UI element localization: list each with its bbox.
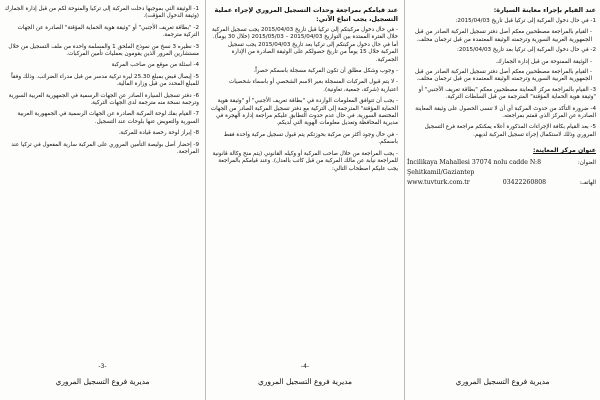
page-number: -4- [300, 363, 310, 370]
list-item: 4- اسئلة من موقع من صاحب المركبة [111, 62, 199, 69]
right-column [405, 0, 600, 400]
list-item: - في حال وجود أكثر من مركبة بحوزتكم يتم قبول تسجيل مركبة واحدة فقط باسمكم. [223, 131, 398, 146]
list-item: 1- في حال دخول المركبة إلى تركيا قبل تاريخ 2015/04/03: [455, 18, 596, 24]
list-item: 8- إبراز لوحة رخصة قيادة للمركبة. [118, 130, 199, 137]
inspection-center-title: عنوان مركز المعاينة: [533, 147, 596, 155]
list-item: - الوثيقة الممنوحة من قبل إدارة الجمارك. [495, 58, 592, 65]
page-footer: مديرية فروع التسجيل المروري [258, 377, 352, 386]
list-item: 5- إيصال قبض بمبلغ 25.30 ليرة تركية مدسر من قبل مدراء الضرائب. وذلك وفقاً للمبلغ المحدد من قبل وزارة المالية. [11, 73, 199, 88]
phone-number: 03422260808 [502, 179, 547, 187]
list-item: - القيام بالمراجعة مصطحبين معكم أصل دفتر تسجيل المركبة الصادر من قبل الجمهورية العربية السورية وترجمته الوثيقة المعتمدة من قبل ترجمان محلف. [414, 29, 592, 43]
address-line-2: Şehitkamil/Gaziantep [407, 169, 475, 177]
list-item: - لا يتم قبول المركبات المسجلة بغير الاسم الشخصي أو باسماء شخصيات اعتبارية (شركة، جمعية، تعاونية). [228, 79, 398, 93]
section-heading: عند القيام بإجراء معاينة السيارة: [493, 6, 596, 14]
list-item: 2- "بطاقة تعريف الأجنبي" أو "وثيقة هوية الحماية المؤقتة" الصادرة عن الجهات التركية مترجمة. [17, 24, 199, 39]
phone-row [407, 178, 596, 188]
list-item: - يجب المراجعة من خلال صاحب المركبة أو وكيله القانوني (يتم منح وكالة قانونية للمراجعة نيابة عن مالك المركبة من قبل كاتب بالعدل). وعند قيامكم بالمراجعة يجب عليكم اصطحاب التالي: [212, 150, 398, 172]
inspection-center-contact [407, 158, 596, 188]
address-line-1: İncilikaya Mahallesi 37074 nolu cadde N:8 [407, 159, 542, 167]
list-item: 5- بعد القيام بكافة الإجراءات المذكورة أعلاه يمكنكم مراجعة فرع التسجيل المروري وذلك لاستكمال إجراء تسجيل المركبة لديهم. [424, 124, 596, 138]
list-item: - وجوب وشكل مطلق أن تكون المركبة مسجلة باسمكم حصراً. [253, 68, 398, 75]
section-heading: عند قيامكم بمراجعة وحدات التسجيل المروري لإجراء عملية التسجيل، يجب اتباع الآتي: [214, 6, 398, 23]
list-item: 9- إحضار أصل بوليصة التأمين المروري على المركبة سارية المفعول في تركيا عند المراجعة. [11, 141, 199, 156]
list-item: - القيام بالمراجعة مصطحبين معكم أصل دفتر تسجيل المركبة الصادر من قبل الجمهورية العربية السورية وترجمته الوثيقة المعتمدة من قبل ترجمان محلف. [414, 69, 592, 83]
list-item: - يجب أن تتوافق المعلومات الواردة في "بطاقة تعريف الأجنبي" أو "وثيقة هوية الحماية المؤقتة" المترجمة إلى التركية مع دفتر تسجيل المركبة الصادر من الجهات المختصة السورية. في حال عدم حدوث التطابق عليكم مراجعة إدارة الهجرة في مديرية المحافظة وتعديل معلومات الهوية التي لديكم. [210, 98, 398, 127]
list-item: 4- ضرورة التأكد من حدوث المركبة أي أن لا تنسى الحصول على وثيقة المعاينة الصادرة عن المركز الذي قمتم بمراجعته. [415, 105, 596, 120]
list-item: 7- القيام بفك لوحة المركبة الصادرة عن الجهات الرسمية في الجمهورية العربية السورية والتعويض عنها بلوحات عند التسجيل. [17, 111, 199, 125]
left-column [0, 0, 205, 400]
list-item: 2- في حال دخول المركبة إلى تركيا بعد تاريخ 2015/04/03: [456, 47, 596, 54]
middle-column [205, 0, 405, 400]
list-item: 3- القيام بالمراجعة مركز المعاينة مصطحبين معكم "بطاقة تعريف الأجنبي" أو "وثيقة هوية الحماية المؤقتة" المترجمة من قبل السلطات التركية. [418, 86, 596, 101]
list-item: 6- دفتر تسجيل السيارة الصادر عن الجهات الرسمية في الجمهورية العربية السورية وترجمة نسخة منه مترجمة لدى الجهات التركية. [8, 92, 199, 107]
page-footer: مديرية فروع التسجيل المروري [455, 377, 550, 386]
list-item: 3- نظيره 3 نسخ من نموذج الملحق 1 والمسلمة واحدة من ملف التسجيل من خلال مستشارين المرور الذين يقومون بعمليات تأمين المركبات. [8, 43, 199, 58]
left-items-list [4, 6, 199, 157]
page-footer: مديرية فروع التسجيل المروري [55, 377, 150, 386]
address-row [407, 158, 596, 168]
page-number: -3- [98, 363, 107, 370]
list-item: 1- الوثيقة التي بموجبها دخلت المركبة إلى تركيا والمنوحة لكم من قبل إدارة الجمارك (وثيقة الدخول المؤقت). [4, 6, 199, 20]
address-label: العنوان: [577, 160, 596, 167]
website-link[interactable]: www.tuvturk.com.tr [407, 179, 470, 187]
phone-label: الهاتف: [579, 180, 596, 187]
list-item: - في حال دخول مركبتكم إلى تركيا قبل تاريخ 2015/04/03 يجب تسجيل المركبة خلال الفترة الممتدة بين التواريخ 2015/04/03 – 2015/05/03 (خلال 30 يوماً). أما في حال دخول مركبتكم إلى تركيا بعد تاريخ 2015/04/03 يجب تسجيل المركبة خلال 15 يوماً من تاريخ حصولكم على الوثيقة الصادرة من الإدارة الجمركية. [211, 27, 398, 63]
